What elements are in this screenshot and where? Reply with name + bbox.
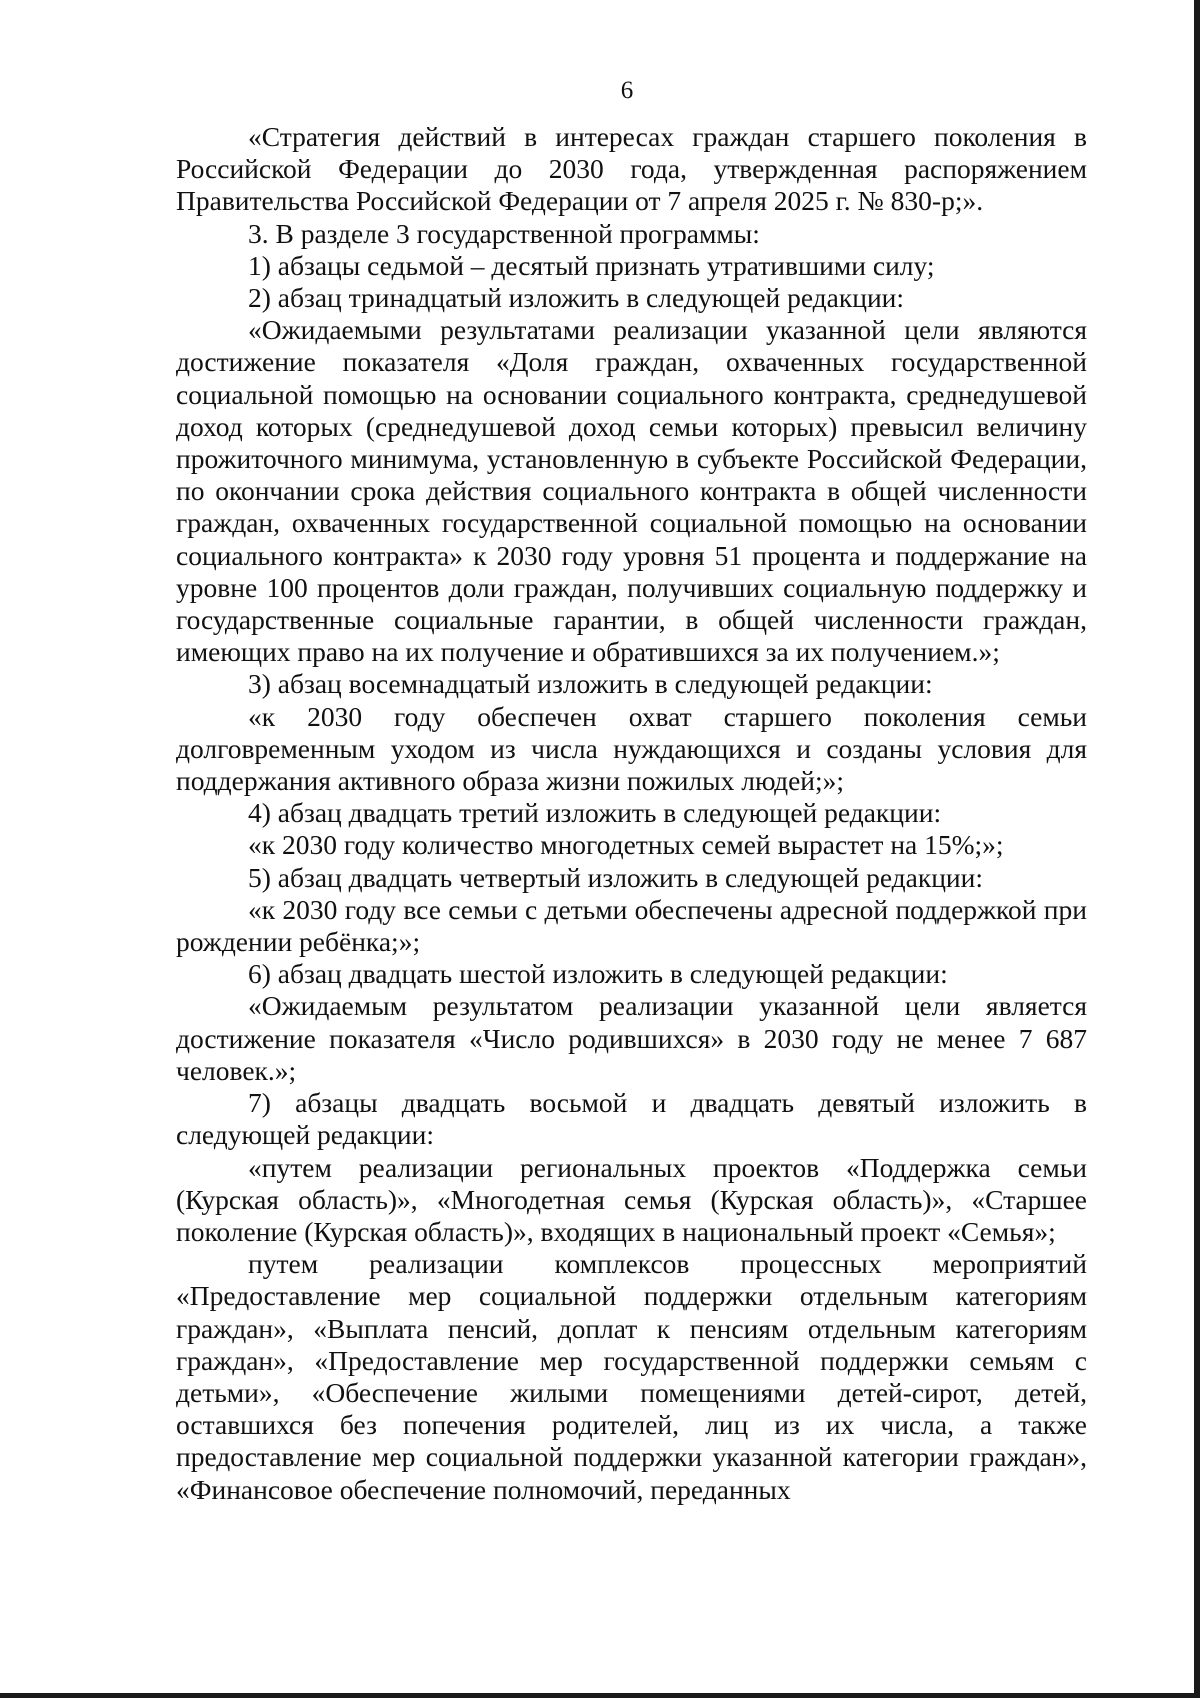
paragraph-item-6: 6) абзац двадцать шестой изложить в следующей редакции:	[248, 958, 948, 990]
paragraph-item-7: 7) абзацы двадцать восьмой и двадцать девятый изложить в следующей редакции:	[176, 1087, 1087, 1151]
page-number: 6	[620, 77, 634, 104]
paragraph-regional-projects: «путем реализации региональных проектов «Поддержка семьи (Курская область)», «Многодетная семья (Курская область)», «Старшее поколение (Курская область)», входящих в национальный проект «Семья»;	[176, 1151, 1087, 1247]
paragraph-item-3: 3) абзац восемнадцатый изложить в следующей редакции:	[248, 668, 933, 700]
paragraph-strategy-quote: «Стратегия действий в интересах граждан старшего поколения в Российской Федерации до 2030 года, утвержденная распоряжением Правительства Российской Федерации от 7 апреля 2025 г. № 830-р;».	[176, 121, 1087, 217]
paragraph-section-3: 3. В разделе 3 государственной программы:	[248, 217, 760, 249]
paragraph-item-4: 4) абзац двадцать третий изложить в следующей редакции:	[248, 797, 942, 829]
paragraph-item-1: 1) абзацы седьмой – десятый признать утратившими силу;	[248, 249, 935, 281]
paragraph-families-support: «к 2030 году все семьи с детьми обеспечены адресной поддержкой при рождении ребёнка;»;	[176, 893, 1087, 958]
paragraph-large-families: «к 2030 году количество многодетных семей вырастет на 15%;»;	[248, 829, 1004, 861]
paragraph-item-5: 5) абзац двадцать четвертый изложить в следующей редакции:	[248, 861, 984, 893]
scan-edge-bottom	[0, 1693, 1200, 1698]
paragraph-expected-results: «Ожидаемыми результатами реализации указанной цели являются достижение показателя «Доля граждан, охваченных государственной социальной помощью на основании социального контракта, среднедушевой доход которых (среднедушевой доход семьи которых) превысил величину прожиточного минимума, установленную в субъекте Российской Федерации, по окончании срока действия социального контракта в общей численности граждан, охваченных государственной социальной помощью на основании социального контракта» к 2030 году уровня 51 процента и поддержание на уровне 100 процентов доли граждан, получивших социальную поддержку и государственные социальные гарантии, в общей численности граждан, имеющих право на их получение и обратившихся за их получением.»;	[176, 314, 1087, 668]
document-body	[176, 121, 1087, 1506]
paragraph-item-2: 2) абзац тринадцатый изложить в следующей редакции:	[248, 282, 905, 314]
paragraph-elderly-care: «к 2030 году обеспечен охват старшего поколения семьи долговременным уходом из числа нуждающихся и созданы условия для поддержания активного образа жизни пожилых людей;»;	[176, 700, 1087, 797]
scan-edge-right	[1194, 0, 1200, 1698]
paragraph-births-indicator: «Ожидаемым результатом реализации указанной цели является достижение показателя «Число родившихся» в 2030 году не менее 7 687 человек.»;	[176, 990, 1087, 1086]
paragraph-process-measures: путем реализации комплексов процессных мероприятий «Предоставление мер социальной поддержки отдельным категориям граждан», «Выплата пенсий, доплат к пенсиям отдельным категориям граждан», «Предоставление мер государственной поддержки семьям с детьми», «Обеспечение жилыми помещениями детей-сирот, детей, оставшихся без попечения родителей, лиц из их числа, а также предоставление мер социальной поддержки указанной категории граждан», «Финансовое обеспечение полномочий, переданных	[176, 1248, 1087, 1505]
